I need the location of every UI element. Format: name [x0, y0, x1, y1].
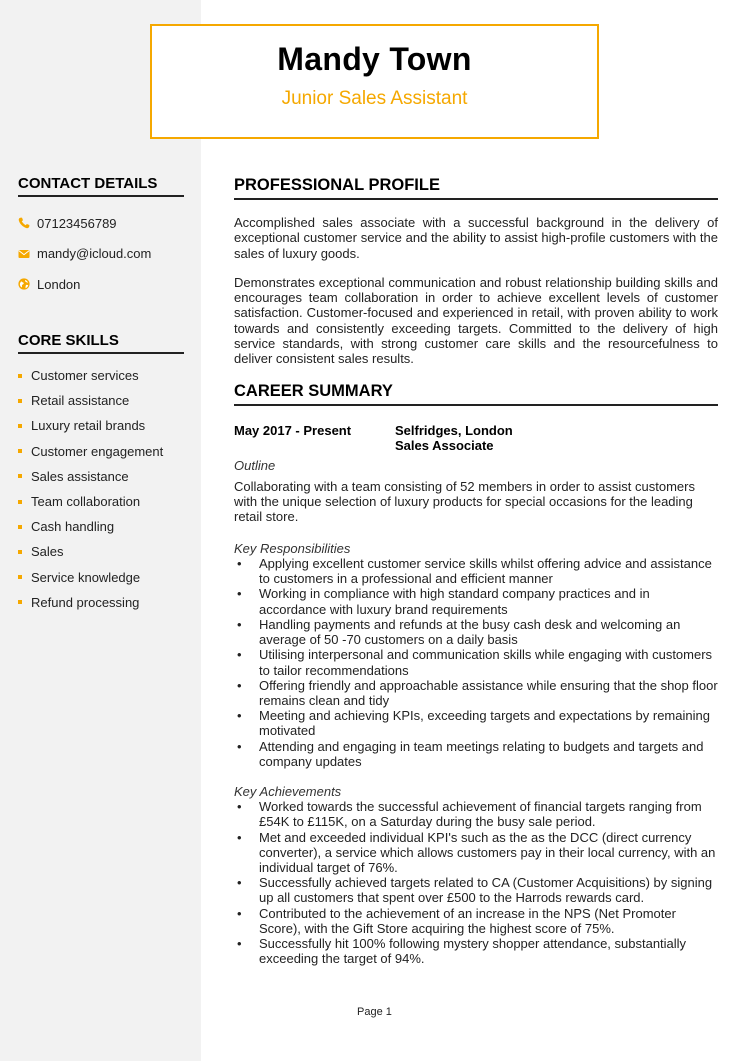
bullet-square-icon — [18, 600, 22, 604]
skill-label: Sales — [31, 544, 64, 560]
list-item: • Applying excellent customer service skills whilst offering advice and assistance to customers in a professional and efficient manner — [234, 556, 718, 586]
envelope-icon — [18, 248, 30, 260]
bullet-square-icon — [18, 525, 22, 529]
list-item: • Worked towards the successful achievement of financial targets ranging from £54K to £115K, on a Saturday during the busy sale period. — [234, 799, 718, 829]
skill-item — [18, 464, 184, 489]
contact-section — [18, 175, 184, 300]
skills-heading: CORE SKILLS — [18, 332, 184, 354]
skill-label: Service knowledge — [31, 569, 141, 585]
job-header — [234, 423, 718, 454]
list-item: • Attending and engaging in team meetings relating to budgets and targets and company updates — [234, 739, 718, 769]
profile-paragraph: Accomplished sales associate with a successful background in the delivery of exceptional customer service and the ability to assist high-profile customers with the sales of luxury goods. — [234, 215, 718, 261]
contact-item-email — [18, 239, 184, 270]
list-item: • Handling payments and refunds at the busy cash desk and welcoming an average of 50 -70 customers on a daily basis — [234, 617, 718, 647]
profile-paragraph: Demonstrates exceptional communication and robust relationship building skills and encourages team collaboration in order to achieve excellent levels of customer satisfaction. Customer-focused and experienced in retail, with proven ability to work towards and consistently exceeding targets. Committed to the delivery of high service standards, with strong customer care skills and the resourcefulness to deliver consistent sales results. — [234, 274, 718, 367]
skill-item — [18, 413, 184, 438]
bullet-square-icon — [18, 374, 22, 378]
skill-item — [18, 388, 184, 413]
list-item: • Successfully achieved targets related to CA (Customer Acquisitions) by signing up all customers that spent over £500 to the Harrods rewards card. — [234, 875, 718, 905]
contact-email-text: mandy@icloud.com — [37, 246, 152, 262]
bullet-square-icon — [18, 424, 22, 428]
job-employer — [395, 423, 513, 454]
skills-list — [18, 363, 184, 615]
profile-heading: PROFESSIONAL PROFILE — [234, 176, 718, 200]
achievements-list — [234, 799, 718, 966]
skill-label: Team collaboration — [31, 494, 141, 510]
list-item: • Offering friendly and approachable assistance while ensuring that the shop floor remains clean and tidy — [234, 678, 718, 708]
candidate-job-title: Junior Sales Assistant — [281, 88, 468, 109]
contact-location-text: London — [37, 276, 81, 292]
bullet-square-icon — [18, 550, 22, 554]
bullet-square-icon — [18, 399, 22, 403]
skill-label: Customer engagement — [31, 443, 164, 459]
list-item: • Contributed to the achievement of an increase in the NPS (Net Promoter Score), with the Gift Store acquiring the highest score of 75%. — [234, 906, 718, 936]
job-role: Sales Associate — [395, 438, 494, 454]
career-heading: CAREER SUMMARY — [234, 382, 718, 406]
skill-label: Sales assistance — [31, 468, 129, 484]
contact-item-location — [18, 269, 184, 300]
skill-item — [18, 489, 184, 514]
list-item: • Utilising interpersonal and communication skills while engaging with customers to tailor recommendations — [234, 647, 718, 677]
contact-heading: CONTACT DETAILS — [18, 175, 184, 197]
skill-label: Refund processing — [31, 594, 140, 610]
responsibilities-label: Key Responsibilities — [234, 540, 351, 556]
skills-section — [18, 332, 184, 615]
skill-label: Cash handling — [31, 519, 115, 535]
responsibilities-list — [234, 556, 718, 769]
skill-item — [18, 565, 184, 590]
bullet-square-icon — [18, 500, 22, 504]
list-item: • Met and exceeded individual KPI's such as the as the DCC (direct currency converter), a service which allows customers pay in their local currency, with an individual target of 76%. — [234, 830, 718, 876]
achievements-label: Key Achievements — [234, 783, 342, 799]
skill-item — [18, 514, 184, 539]
contact-phone-text: 07123456789 — [37, 215, 117, 231]
globe-icon — [18, 278, 30, 290]
job-dates: May 2017 - Present — [234, 423, 352, 438]
skill-label: Retail assistance — [31, 393, 130, 409]
skill-label: Luxury retail brands — [31, 418, 146, 434]
list-item: • Working in compliance with high standard company practices and in accordance with luxury brand requirements — [234, 586, 718, 616]
bullet-square-icon — [18, 449, 22, 453]
page-number: Page 1 — [357, 1006, 392, 1018]
bullet-square-icon — [18, 474, 22, 478]
skill-item — [18, 539, 184, 564]
header-box — [150, 24, 599, 139]
list-item: • Meeting and achieving KPIs, exceeding targets and expectations by remaining motivated — [234, 708, 718, 738]
contact-item-phone — [18, 208, 184, 239]
outline-text: Collaborating with a team consisting of 52 members in order to assist customers with the unique selection of luxury products for special occasions for the leading retail store. — [234, 478, 695, 525]
contact-list — [18, 208, 184, 300]
skill-item — [18, 363, 184, 388]
list-item: • Successfully hit 100% following mystery shopper attendance, substantially exceeding the target of 94%. — [234, 936, 718, 966]
career-section — [234, 382, 718, 966]
skill-item — [18, 439, 184, 464]
skill-item — [18, 590, 184, 615]
candidate-name: Mandy Town — [277, 41, 472, 77]
outline-label: Outline — [234, 457, 276, 473]
bullet-square-icon — [18, 575, 22, 579]
job-company: Selfridges, London — [395, 423, 513, 438]
skill-label: Customer services — [31, 368, 139, 384]
phone-icon — [18, 217, 30, 229]
profile-section — [234, 176, 718, 367]
